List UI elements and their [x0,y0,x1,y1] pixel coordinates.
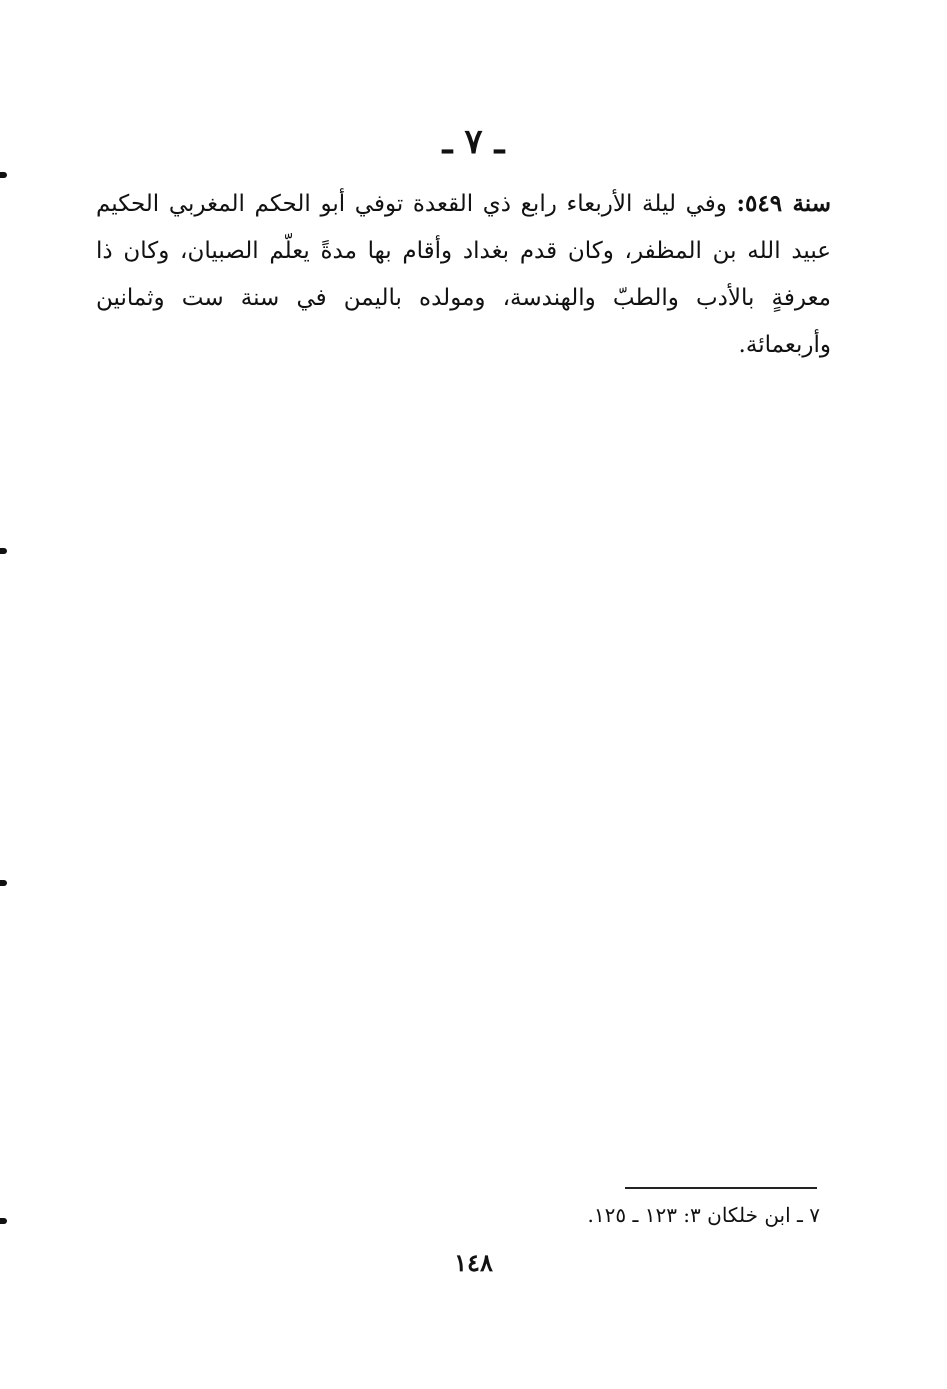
paragraph-text: وفي ليلة الأربعاء رابع ذي القعدة توفي أبو الحكم المغربي الحكيم عبيد الله بن المظفر، وكان قدم بغداد وأقام بها مدةً يعلّم الصبيان، وكان ذا معرفةٍ بالأدب والطبّ والهندسة، ومولده باليمن في سنة ست وثمانين وأربعمائة. [96,191,831,358]
year-heading: سنة ٥٤٩: [736,190,831,217]
body-paragraph [96,180,831,369]
scan-edge-mark [0,172,7,178]
scan-edge-mark [0,880,7,886]
page-number: ١٤٨ [454,1248,493,1277]
scan-edge-mark [0,1218,7,1224]
footnote: ٧ ـ ابن خلكان ٣: ١٢٣ ـ ١٢٥. [587,1203,820,1227]
scan-edge-mark [0,548,7,554]
section-number: ـ ٧ ـ [442,122,505,162]
footnote-divider [625,1187,817,1189]
